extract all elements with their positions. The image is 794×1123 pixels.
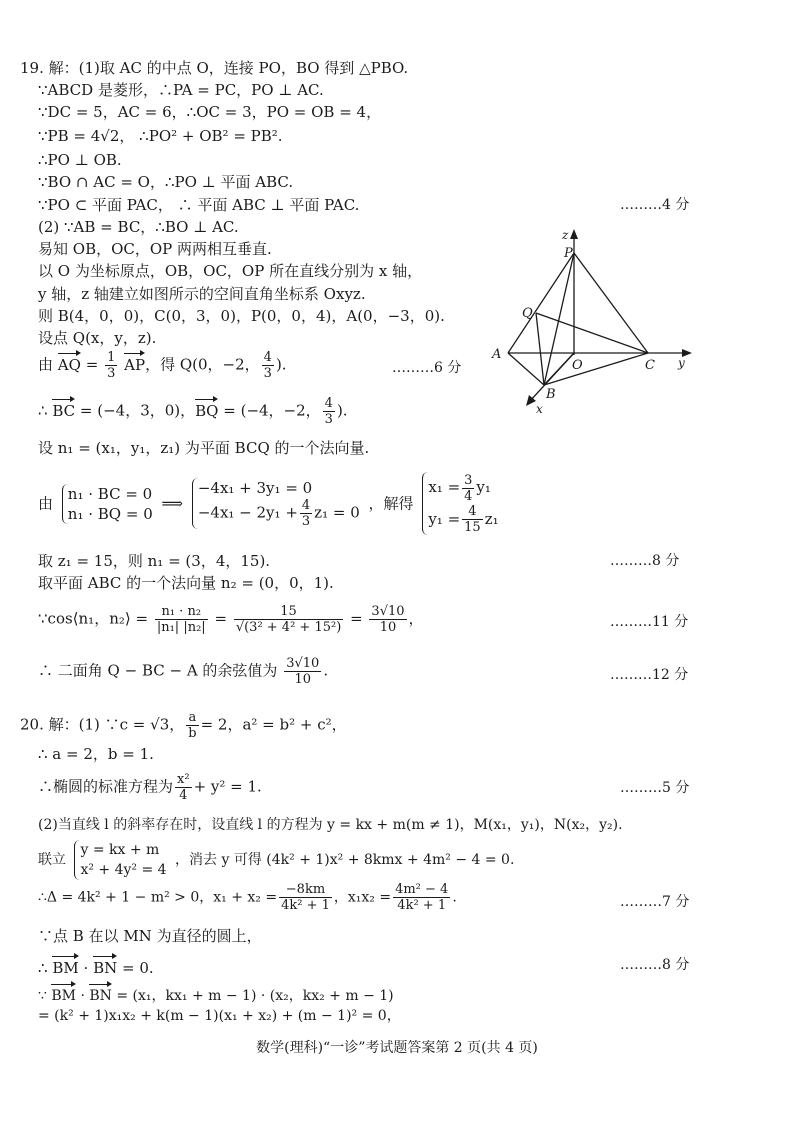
q20-line-6: ∴Δ = 4k² + 1 − m² > 0，x₁ + x₂ = $\frac{-8km}{\text{4k² + 1}}$ ，x₁x₂ = $\frac{\text{4m² − 4}}{\text{4k² + 1}}$ .: [38, 882, 457, 913]
z1-choice: 取 z₁ = 15，则 n₁ = (3，4，15).: [38, 552, 271, 570]
fraction-one-third: $\frac{1}{3}$: [107, 350, 116, 381]
system-right: −4x₁ + 3y₁ = 0 −4x₁ − 2y₁ + $\frac{4}{3}$ z₁ = 0: [192, 478, 360, 529]
q19-line-3: ∵DC = 5，AC = 6，∴OC = 3，PO = OB = 4，: [38, 103, 382, 121]
ellipse-system: y = kx + m x² + 4y² = 4: [74, 840, 166, 880]
vector-aq: AQ: [58, 352, 81, 375]
score-5: ………5 分: [620, 780, 690, 796]
q20-line-4: (2)当直线 l 的斜率存在时，设直线 l 的方程为 y = kx + m(m ≠ 1)，M(x₁，y₁)，N(x₂，y₂).: [38, 817, 623, 833]
q20-line-7: ∵点 B 在以 MN 为直径的圆上，: [38, 927, 262, 945]
q20-line-8: ∴ BM · BN = 0.: [38, 955, 154, 978]
q19-line-10: 以 O 为坐标原点，OB，OC，OP 所在直线分别为 x 轴，: [38, 262, 423, 280]
fraction-q-z: $\frac{4}{3}$: [263, 350, 272, 381]
vector-bn-2: BN: [89, 983, 112, 1006]
edge-pb: [544, 253, 574, 385]
fraction-product: $\frac{\text{4m² − 4}}{\text{4k² + 1}}$: [395, 882, 449, 913]
cos-equation: ∵cos⟨n₁，n₂⟩ = $\frac{\text{n₁ · n₂}}{\text{|n₁| |n₂|}}$ = $\frac{15}{\text{√(3² + 4² + 15²)}}$ = $\frac{3√10}{10}$ ，: [38, 604, 424, 635]
vector-bc: BC: [52, 398, 75, 421]
label-c: C: [645, 358, 655, 373]
implies-arrow: ⟹: [161, 494, 184, 513]
page-footer: 数学(理科)“一诊”考试题答案第 2 页(共 4 页): [256, 1040, 538, 1056]
edge-qb: [536, 313, 544, 385]
q19-line-9: 易知 OB，OC，OP 两两相互垂直.: [38, 240, 272, 258]
fraction-x2-over-4: $\frac{\text{x²}}{4}$: [177, 772, 190, 803]
q20-line-9: ∵ BM · BN = (x₁，kx₁ + m − 1) · (x₂，kx₂ + m − 1): [38, 983, 394, 1006]
score-6: ………6 分: [392, 360, 462, 376]
normal-vector-def: 设 n₁ = (x₁，y₁，z₁) 为平面 BCQ 的一个法向量.: [38, 439, 370, 457]
z-arrow: [570, 229, 578, 239]
label-p: P: [564, 246, 573, 261]
q19-line-13: 设点 Q(x，y，z).: [38, 329, 157, 347]
score-11: ………11 分: [610, 614, 689, 630]
q20-line-3: ∴椭圆的标准方程为 $\frac{\text{x²}}{4}$ + y² = 1.: [38, 772, 262, 803]
label-a: A: [492, 347, 502, 362]
q19-line-5: ∴PO ⊥ OB.: [38, 151, 122, 169]
score-7: ………7 分: [620, 894, 690, 910]
score-8a: ………8 分: [610, 553, 680, 569]
cos-fraction-2: $\frac{15}{\text{√(3² + 4² + 15²)}}$: [235, 604, 342, 635]
q19-line-6: ∵BO ∩ AC = O，∴PO ⊥ 平面 ABC.: [38, 173, 294, 191]
q19-line-2: ∵ABCD 是菱形，∴PA = PC，PO ⊥ AC.: [38, 81, 324, 99]
q19-line-1: 19. 解：(1)取 AC 的中点 O，连接 PO，BO 得到 △PBO.: [20, 59, 409, 77]
q19-line-8: (2) ∵AB = BC，∴BO ⊥ AC.: [38, 218, 239, 236]
score-12: ………12 分: [610, 667, 689, 683]
fraction-sum: $\frac{-8km}{\text{4k² + 1}}$: [281, 882, 330, 913]
label-x: x: [536, 402, 543, 415]
edge-ab: [508, 353, 544, 385]
aq-equation: 由 AQ = $\frac{1}{3}$ AP，得 Q(0，−2， $\frac{4}{3}$ ).: [38, 350, 287, 381]
label-z: z: [562, 228, 569, 242]
edge-pc: [574, 253, 648, 353]
edge-pa: [508, 253, 574, 353]
cos-fraction-1: $\frac{\text{n₁ · n₂}}{\text{|n₁| |n₂|}}$: [156, 604, 206, 635]
vector-ap: AP: [124, 352, 145, 375]
q19-line-11: y 轴，z 轴建立如图所示的空间直角坐标系 Oxyz.: [38, 285, 366, 303]
label-b: B: [546, 387, 556, 402]
score-8b: ………8 分: [620, 957, 690, 973]
pyramid-figure: [490, 225, 700, 415]
q20-line-10: = (k² + 1)x₁x₂ + k(m − 1)(x₁ + x₂) + (m − 1)² = 0，: [38, 1008, 401, 1024]
vector-bm: BM: [52, 955, 78, 978]
dihedral-answer: ∴ 二面角 Q − BC − A 的余弦值为 $\frac{3√10}{10}$ .: [38, 656, 329, 687]
normal-vector-n2: 取平面 ABC 的一个法向量 n₂ = (0，0，1).: [38, 574, 334, 592]
q19-line-12: 则 B(4，0，0)，C(0，3，0)，P(0，0，4)，A(0，−3，0).: [38, 307, 445, 325]
label-y: y: [678, 356, 685, 370]
equation-system: 由 n₁ · BC = 0 n₁ · BQ = 0 ⟹ −4x₁ + 3y₁ = 0 −4x₁ − 2y₁ + $\frac{4}{3}$ z₁ = 0 ，解得 x₁ = $\frac{3}{4}$ y₁ y₁ = $\frac{4}{15}$ z₁: [38, 472, 499, 535]
system-left: n₁ · BC = 0 n₁ · BQ = 0: [62, 484, 153, 524]
label-q: Q: [522, 306, 533, 321]
q20-line-5: 联立 y = kx + m x² + 4y² = 4 ，消去 y 可得 (4k² + 1)x² + 8kmx + 4m² − 4 = 0.: [38, 842, 515, 878]
q19-line-7: ∵PO ⊂ 平面 PAC， ∴ 平面 ABC ⊥ 平面 PAC.: [38, 196, 360, 214]
vector-bm-2: BM: [51, 983, 76, 1006]
q19-line-4: ∵PB = 4√2， ∴PO² + OB² = PB².: [38, 127, 283, 145]
q20-line-1: 20. 解：(1) ∵c = √3， $\frac{a}{b}$ = 2，a² = b² + c²，: [20, 710, 347, 741]
score-4: ………4 分: [620, 197, 690, 213]
bc-bq-vectors: ∴ BC = (−4，3，0)，BQ = (−4，−2， $\frac{4}{3}$ ).: [38, 396, 348, 427]
cos-fraction-3: $\frac{3√10}{10}$: [371, 604, 405, 635]
vector-bn: BN: [93, 955, 117, 978]
system-solution: x₁ = $\frac{3}{4}$ y₁ y₁ = $\frac{4}{15}$ z₁: [422, 472, 498, 535]
label-o: O: [572, 358, 583, 373]
q20-line-2: ∴ a = 2，b = 1.: [38, 745, 154, 763]
vector-bq: BQ: [195, 398, 218, 421]
fraction-a-over-b: $\frac{a}{b}$: [188, 710, 197, 741]
answer-fraction: $\frac{3√10}{10}$: [286, 656, 320, 687]
fraction-bq-z: $\frac{4}{3}$: [324, 396, 333, 427]
